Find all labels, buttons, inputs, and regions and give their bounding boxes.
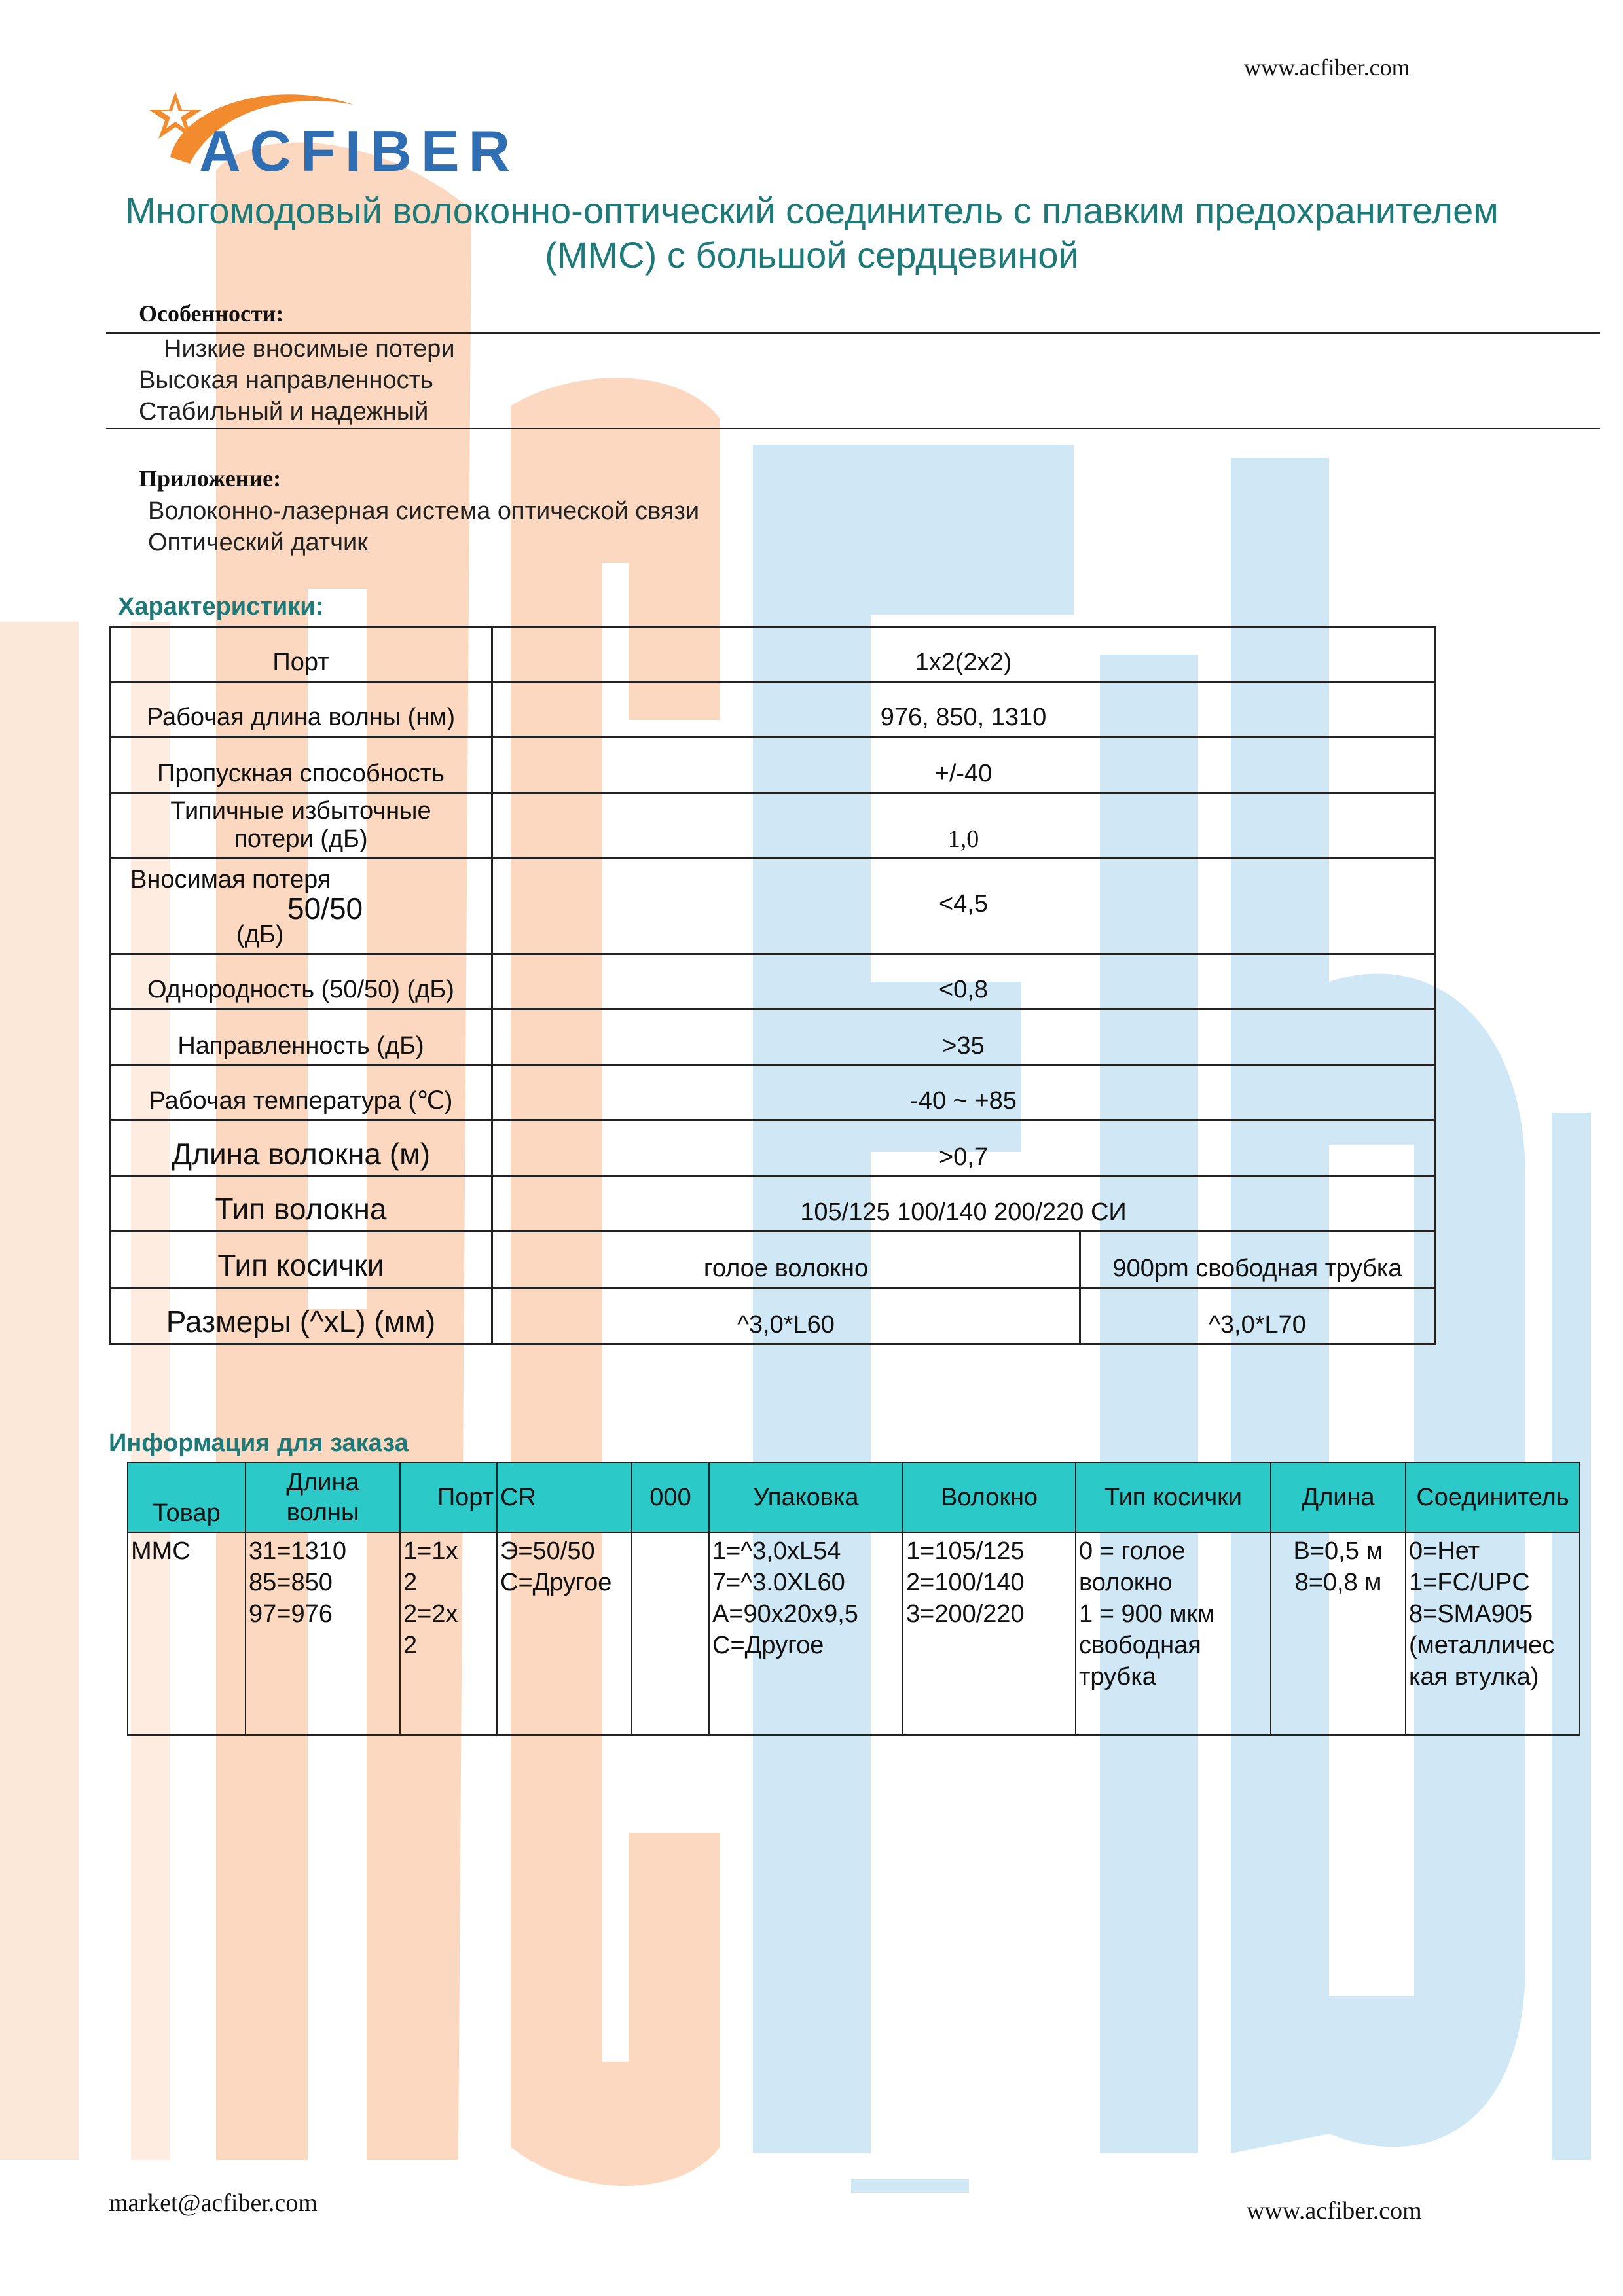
order-option: 0=Нет — [1409, 1537, 1480, 1565]
order-cell-000 — [632, 1532, 709, 1735]
application-item: Оптический датчик — [148, 529, 368, 556]
spec-value: 105/125 100/140 200/220 СИ — [492, 1177, 1435, 1232]
spec-label: Однородность (50/50) (дБ) — [110, 954, 492, 1009]
table-row — [110, 627, 1435, 682]
spec-label: Длина волокна (м) — [110, 1121, 492, 1177]
order-option: 1=FC/UPC — [1409, 1569, 1530, 1596]
spec-value: -40 ~ +85 — [492, 1066, 1435, 1121]
col-header-000: 000 — [632, 1463, 709, 1532]
order-option: 8=SMA905 — [1409, 1600, 1533, 1628]
spec-value-b: ^3,0*L70 — [1080, 1288, 1435, 1344]
table-row — [110, 1288, 1435, 1344]
feature-item: Стабильный и надежный — [139, 398, 429, 425]
page-title — [98, 188, 1525, 278]
table-row — [110, 1066, 1435, 1121]
order-option: 2=2x — [403, 1600, 458, 1628]
col-header-cr: CR — [497, 1463, 632, 1532]
acfiber-logo — [144, 79, 520, 190]
table-row — [110, 954, 1435, 1009]
spec-label: Направленность (дБ) — [110, 1009, 492, 1066]
order-option: С=Другое — [712, 1632, 824, 1659]
features-divider-top — [106, 332, 1600, 334]
order-option: (металличес — [1409, 1632, 1555, 1659]
order-cell-connector — [1406, 1532, 1580, 1735]
spec-label — [110, 859, 492, 954]
col-header-wavelength — [246, 1463, 400, 1532]
spec-value: 1x2(2x2) — [492, 627, 1435, 682]
col-header-package: Упаковка — [709, 1463, 903, 1532]
spec-label: Пропускная способность — [110, 737, 492, 793]
col-header-line: волны — [286, 1499, 359, 1526]
ordering-heading: Информация для заказа — [109, 1429, 409, 1457]
spec-value: <4,5 — [492, 859, 1435, 954]
table-row — [110, 1232, 1435, 1288]
logo-text: ACFIBER — [199, 118, 520, 183]
table-row — [110, 859, 1435, 954]
order-option: 31=1310 — [249, 1537, 346, 1565]
order-option: кая втулка) — [1409, 1663, 1539, 1691]
order-option: 0 = голое — [1079, 1537, 1186, 1565]
page-title-line1: Многомодовый волоконно-оптический соединитель с плавким предохранителем — [125, 190, 1499, 231]
spec-value-b: 900pm свободная трубка — [1080, 1232, 1435, 1288]
feature-item: Высокая направленность — [139, 367, 433, 394]
feature-item: Низкие вносимые потери — [164, 335, 455, 363]
order-option: 1=^3,0xL54 — [712, 1537, 841, 1565]
order-cell-wavelength — [246, 1532, 400, 1735]
order-option: 85=850 — [249, 1569, 333, 1596]
spec-value: 1,0 — [492, 793, 1435, 859]
order-cell-port — [400, 1532, 497, 1735]
order-option: 1=105/125 — [906, 1537, 1025, 1565]
col-header-line: Длина — [286, 1469, 359, 1496]
spec-label: Тип волокна — [110, 1177, 492, 1232]
order-cell-pigtail — [1076, 1532, 1271, 1735]
spec-label: Порт — [110, 627, 492, 682]
page-title-line2: (ММС) с большой сердцевиной — [545, 234, 1079, 276]
order-option: С=Другое — [500, 1569, 612, 1596]
order-option: 2 — [403, 1569, 418, 1596]
spec-value-a: голое волокно — [492, 1232, 1080, 1288]
specs-heading: Характеристики: — [118, 593, 324, 620]
application-item: Волоконно-лазерная система оптической связи — [148, 497, 700, 525]
order-option: трубка — [1079, 1663, 1156, 1691]
order-option: Э=50/50 — [500, 1537, 595, 1565]
order-cell-cr — [497, 1532, 632, 1735]
table-row — [110, 737, 1435, 793]
col-header-connector: Соединитель — [1406, 1463, 1580, 1532]
features-heading: Особенности: — [139, 300, 284, 327]
ordering-table — [127, 1462, 1580, 1736]
order-cell-package — [709, 1532, 903, 1735]
header-website: www.acfiber.com — [1244, 54, 1410, 81]
order-option: свободная — [1079, 1632, 1201, 1659]
spec-value: >0,7 — [492, 1121, 1435, 1177]
col-header-pigtail: Тип косички — [1076, 1463, 1271, 1532]
features-divider-bottom — [106, 428, 1600, 429]
order-cell-product: ММС — [128, 1532, 246, 1735]
footer-website: www.acfiber.com — [1247, 2197, 1422, 2225]
spec-value: +/-40 — [492, 737, 1435, 793]
order-option: 3=200/220 — [906, 1600, 1025, 1628]
table-header-row — [128, 1463, 1580, 1532]
spec-label: Рабочая температура (℃) — [110, 1066, 492, 1121]
spec-label: Размеры (^xL) (мм) — [110, 1288, 492, 1344]
order-option: волокно — [1079, 1569, 1173, 1596]
table-row — [110, 793, 1435, 859]
col-header-product: Товар — [128, 1463, 246, 1532]
spec-label-mid: 50/50 — [287, 891, 363, 925]
order-option: 97=976 — [249, 1600, 333, 1628]
spec-label: Тип косички — [110, 1232, 492, 1288]
spec-label-line: потери (дБ) — [234, 825, 368, 853]
spec-label-line: (дБ) — [236, 921, 284, 948]
spec-label-line: Вносимая потеря — [130, 866, 331, 893]
spec-value-a: ^3,0*L60 — [492, 1288, 1080, 1344]
order-option: 8=0,8 м — [1294, 1569, 1382, 1596]
order-cell-length — [1271, 1532, 1406, 1735]
order-option: 2=100/140 — [906, 1569, 1025, 1596]
col-header-length: Длина — [1271, 1463, 1406, 1532]
specs-table — [109, 626, 1436, 1345]
order-option: 7=^3.0XL60 — [712, 1569, 845, 1596]
spec-label: Рабочая длина волны (нм) — [110, 682, 492, 737]
spec-label-line: Типичные избыточные — [170, 797, 431, 825]
order-option: 2 — [403, 1632, 418, 1659]
table-row — [110, 682, 1435, 737]
order-option: А=90х20х9,5 — [712, 1600, 858, 1628]
table-row — [128, 1532, 1580, 1735]
application-heading: Приложение: — [139, 465, 282, 492]
spec-value: >35 — [492, 1009, 1435, 1066]
col-header-port: Порт — [400, 1463, 497, 1532]
spec-label — [110, 793, 492, 859]
table-row — [110, 1177, 1435, 1232]
order-option: 1 = 900 мкм — [1079, 1600, 1215, 1628]
table-row — [110, 1121, 1435, 1177]
order-option: 1=1x — [403, 1537, 458, 1565]
spec-value: 976, 850, 1310 — [492, 682, 1435, 737]
col-header-fiber: Волокно — [903, 1463, 1076, 1532]
order-cell-fiber — [903, 1532, 1076, 1735]
order-option: В=0,5 м — [1293, 1537, 1383, 1565]
footer-email: market@acfiber.com — [109, 2189, 318, 2217]
spec-value: <0,8 — [492, 954, 1435, 1009]
table-row — [110, 1009, 1435, 1066]
